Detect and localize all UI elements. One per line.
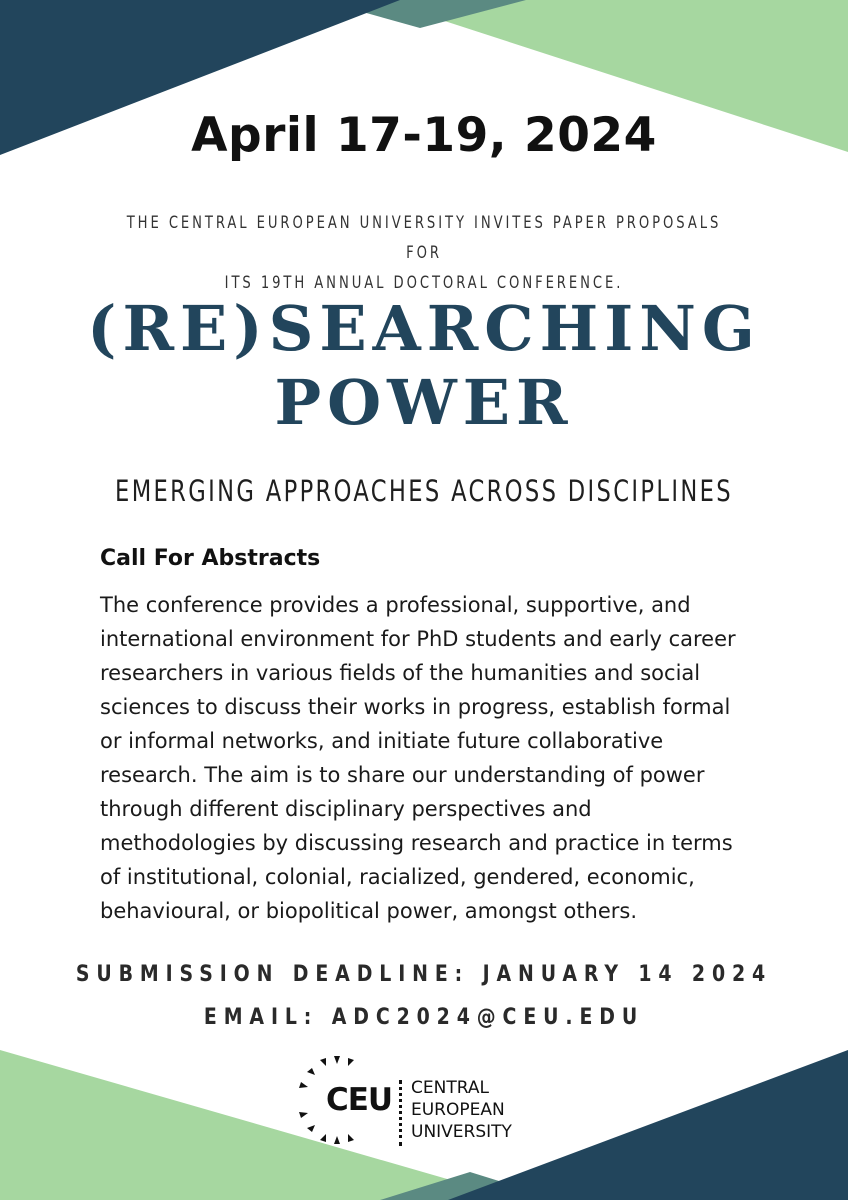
logo-separator xyxy=(399,1080,402,1146)
logo-full-name xyxy=(411,1077,512,1143)
call-for-abstracts-heading: Call For Abstracts xyxy=(100,546,321,571)
body-line: sciences to discuss their works in progress, establish formal xyxy=(100,695,731,719)
contact-email: EMAIL: ADC2024@CEU.EDU xyxy=(203,1005,645,1030)
title-line-2: POWER xyxy=(274,366,574,439)
submission-deadline: SUBMISSION DEADLINE: JANUARY 14 2024 xyxy=(75,962,773,987)
call-for-abstracts-body xyxy=(100,588,800,928)
logo-name-line-3: UNIVERSITY xyxy=(411,1122,512,1142)
invitation-text xyxy=(111,208,737,298)
body-line: or informal networks, and initiate future collaborative xyxy=(100,729,664,753)
body-line: international environment for PhD students and early career xyxy=(100,627,736,651)
body-line: research. The aim is to share our understanding of power xyxy=(100,763,705,787)
logo-abbreviation: CEU xyxy=(326,1082,393,1118)
body-line: The conference provides a professional, supportive, and xyxy=(100,593,691,617)
body-line: of institutional, colonial, racialized, gendered, economic, xyxy=(100,865,695,889)
title-line-1: (RE)SEARCHING xyxy=(87,292,761,365)
logo-name-line-1: CENTRAL xyxy=(411,1078,489,1098)
body-line: through different disciplinary perspectives and xyxy=(100,797,592,821)
body-line: researchers in various fields of the humanities and social xyxy=(100,661,701,685)
event-date: April 17-19, 2024 xyxy=(191,108,657,163)
invitation-line-2: ITS 19TH ANNUAL DOCTORAL CONFERENCE. xyxy=(224,273,624,293)
body-line: methodologies by discussing research and practice in terms xyxy=(100,831,733,855)
conference-subtitle: EMERGING APPROACHES ACROSS DISCIPLINES xyxy=(115,474,733,508)
invitation-line-1: THE CENTRAL EUROPEAN UNIVERSITY INVITES PAPER PROPOSALS FOR xyxy=(126,213,722,263)
conference-title xyxy=(0,292,848,440)
body-line: behavioural, or biopolitical power, amongst others. xyxy=(100,899,638,923)
logo-name-line-2: EUROPEAN xyxy=(411,1100,505,1120)
ceu-logo xyxy=(296,1050,556,1150)
